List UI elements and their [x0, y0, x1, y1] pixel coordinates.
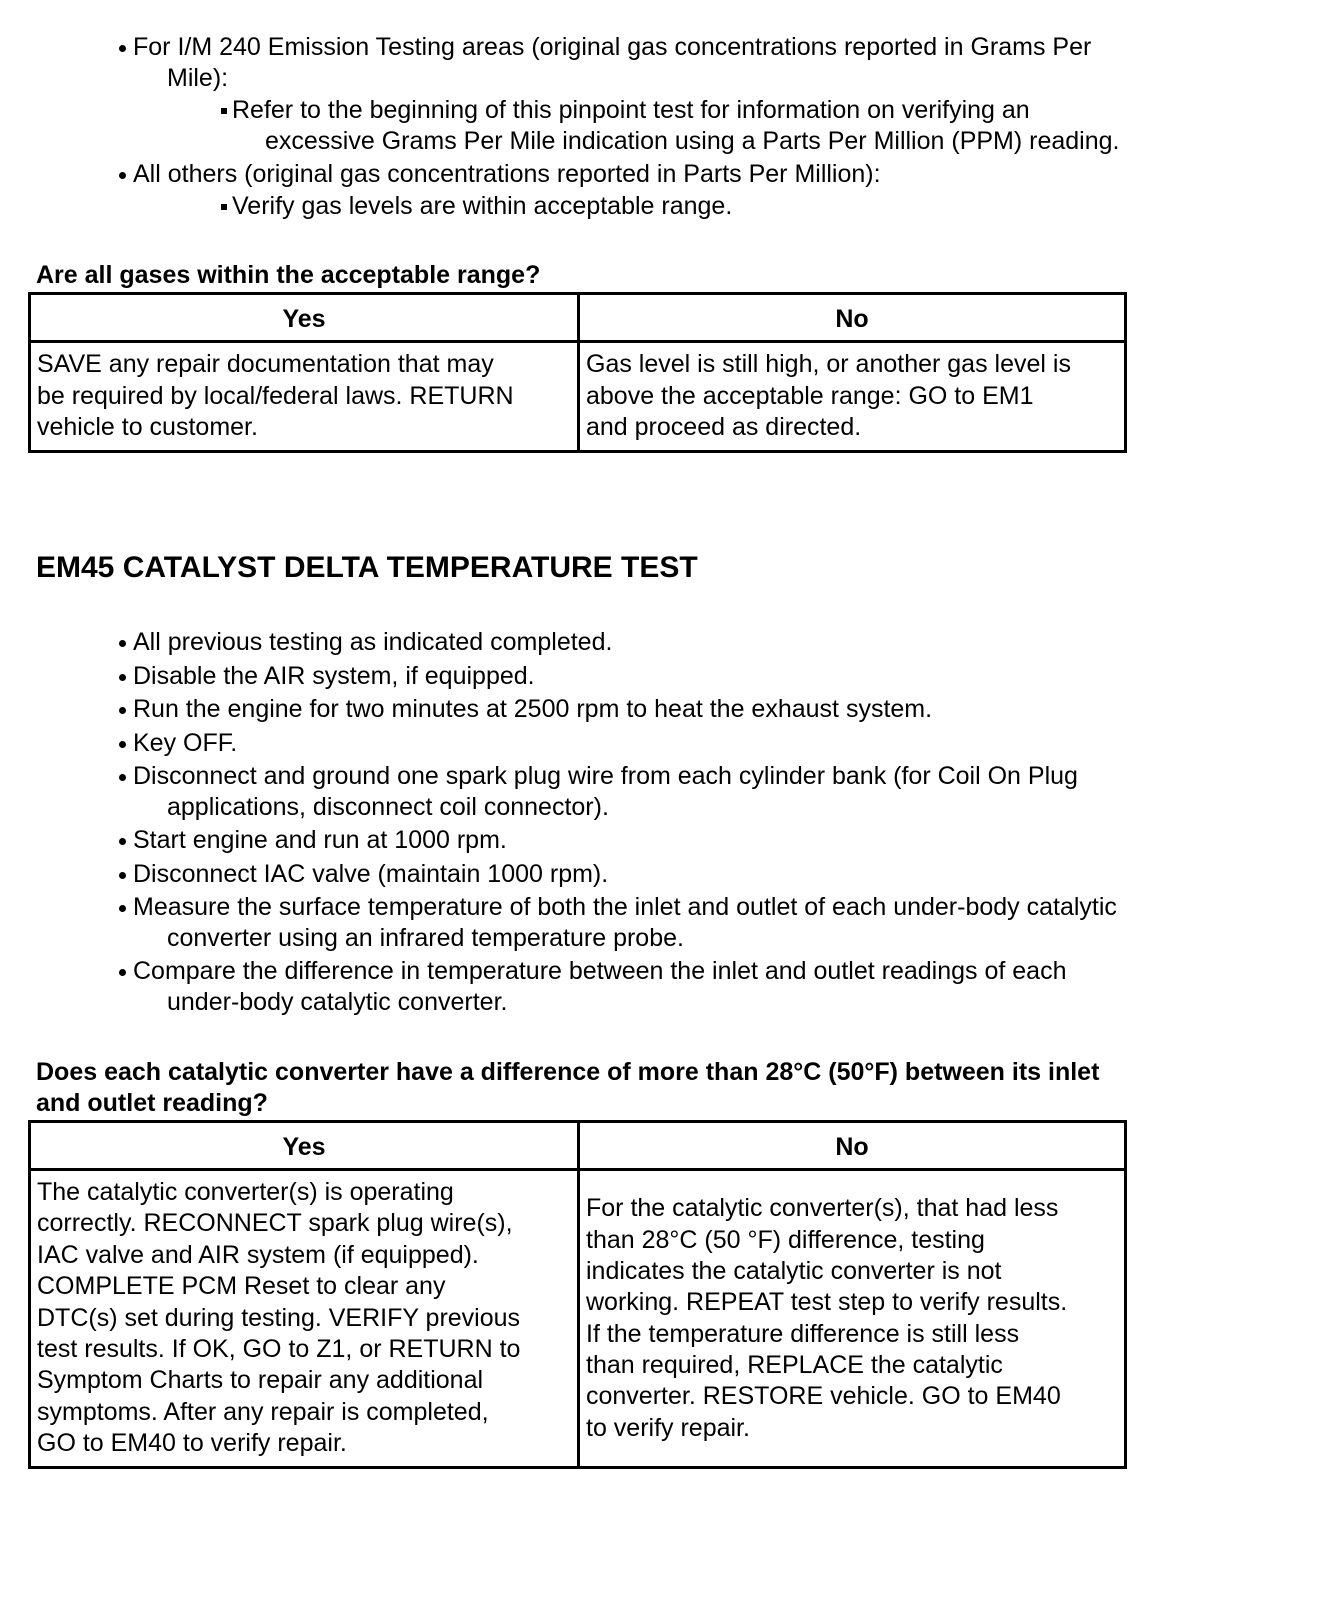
bullet-dot-icon [119, 774, 126, 781]
table-1-yes-header: Yes [282, 305, 326, 333]
bullet-dot-icon [119, 674, 126, 681]
bullet-dot-icon [119, 640, 126, 647]
table-1-yes-cell-line: SAVE any repair documentation that may [37, 350, 494, 378]
table-2-yes-cell-line: COMPLETE PCM Reset to clear any [37, 1272, 446, 1300]
step-item-line: Disable the AIR system, if equipped. [133, 662, 535, 690]
table-1-yes-cell-line: be required by local/federal laws. RETURN [37, 382, 514, 410]
table-2-no-header: No [835, 1133, 869, 1161]
step-item-line: applications, disconnect coil connector). [167, 793, 609, 821]
table-2-no-cell-line: than 28°C (50 °F) difference, testing [586, 1226, 985, 1254]
table-2-no-cell-line: working. REPEAT test step to verify results. [586, 1288, 1068, 1316]
table-2-no-cell-line: than required, REPLACE the catalytic [586, 1351, 1003, 1379]
table-2-no-cell-line: converter. RESTORE vehicle. GO to EM40 [586, 1382, 1061, 1410]
step-item-line: Start engine and run at 1000 rpm. [133, 826, 507, 854]
bullet-dot-icon [119, 741, 126, 748]
table-2-no-cell-line: to verify repair. [586, 1414, 750, 1442]
bullet-dot-icon [119, 838, 126, 845]
table-1-yes-cell-line: vehicle to customer. [37, 413, 258, 441]
table-1-no-cell-line: above the acceptable range: GO to EM1 [586, 382, 1034, 410]
intro-bullet-line: All others (original gas concentrations reported in Parts Per Million): [133, 160, 881, 188]
question-1-line: Are all gases within the acceptable range? [36, 261, 541, 289]
step-item-line: under-body catalytic converter. [167, 988, 508, 1016]
step-item-line: Disconnect and ground one spark plug wire from each cylinder bank (for Coil On Plug [133, 762, 1078, 790]
bullet-dot-icon [119, 45, 126, 52]
step-item-line: converter using an infrared temperature probe. [167, 924, 684, 952]
bullet-dot-icon [119, 707, 126, 714]
table-2-yes-cell-line: correctly. RECONNECT spark plug wire(s), [37, 1209, 513, 1237]
bullet-dot-icon [119, 872, 126, 879]
table-2-yes-cell-line: IAC valve and AIR system (if equipped). [37, 1241, 479, 1269]
step-item-line: Disconnect IAC valve (maintain 1000 rpm). [133, 860, 609, 888]
table-1-no-cell-line: and proceed as directed. [586, 413, 862, 441]
table-2-yes-cell-line: Symptom Charts to repair any additional [37, 1366, 484, 1394]
table-2-no-cell-line: If the temperature difference is still less [586, 1320, 1020, 1348]
intro-bullet-line: Mile): [167, 64, 229, 92]
table-2-yes-cell-line: symptoms. After any repair is completed, [37, 1398, 489, 1426]
table-2-yes-header: Yes [282, 1133, 326, 1161]
table-2-no-cell-line: For the catalytic converter(s), that had less [586, 1194, 1059, 1222]
table-2-yes-cell-line: The catalytic converter(s) is operating [37, 1178, 454, 1206]
bullet-square-icon [221, 108, 227, 114]
bullet-dot-icon [119, 969, 126, 976]
question-2-line: Does each catalytic converter have a difference of more than 28°C (50°F) between its inlet [36, 1058, 1100, 1086]
step-item-line: All previous testing as indicated completed. [133, 628, 613, 656]
step-item-line: Run the engine for two minutes at 2500 rpm to heat the exhaust system. [133, 695, 933, 723]
intro-sub-bullet-line: excessive Grams Per Mile indication using a Parts Per Million (PPM) reading. [265, 127, 1120, 155]
bullet-dot-icon [119, 172, 126, 179]
step-item-line: Key OFF. [133, 729, 238, 757]
step-item-line: Compare the difference in temperature between the inlet and outlet readings of each [133, 957, 1067, 985]
step-item-line: Measure the surface temperature of both the inlet and outlet of each under-body catalytic [133, 893, 1117, 921]
question-2-line: and outlet reading? [36, 1089, 268, 1117]
table-2-yes-cell-line: DTC(s) set during testing. VERIFY previous [37, 1304, 521, 1332]
intro-sub-bullet-line: Verify gas levels are within acceptable range. [232, 192, 733, 220]
bullet-square-icon [221, 204, 227, 210]
intro-sub-bullet-line: Refer to the beginning of this pinpoint test for information on verifying an [232, 96, 1030, 124]
table-1-no-header: No [835, 305, 869, 333]
section-title: EM45 CATALYST DELTA TEMPERATURE TEST [36, 551, 698, 584]
table-2-no-cell-line: indicates the catalytic converter is not [586, 1257, 1002, 1285]
table-2-yes-cell-line: GO to EM40 to verify repair. [37, 1429, 347, 1457]
intro-bullet-line: For I/M 240 Emission Testing areas (original gas concentrations reported in Grams Per [133, 33, 1092, 61]
bullet-dot-icon [119, 905, 126, 912]
table-2-yes-cell-line: test results. If OK, GO to Z1, or RETURN to [37, 1335, 521, 1363]
table-1-no-cell-line: Gas level is still high, or another gas level is [586, 350, 1071, 378]
